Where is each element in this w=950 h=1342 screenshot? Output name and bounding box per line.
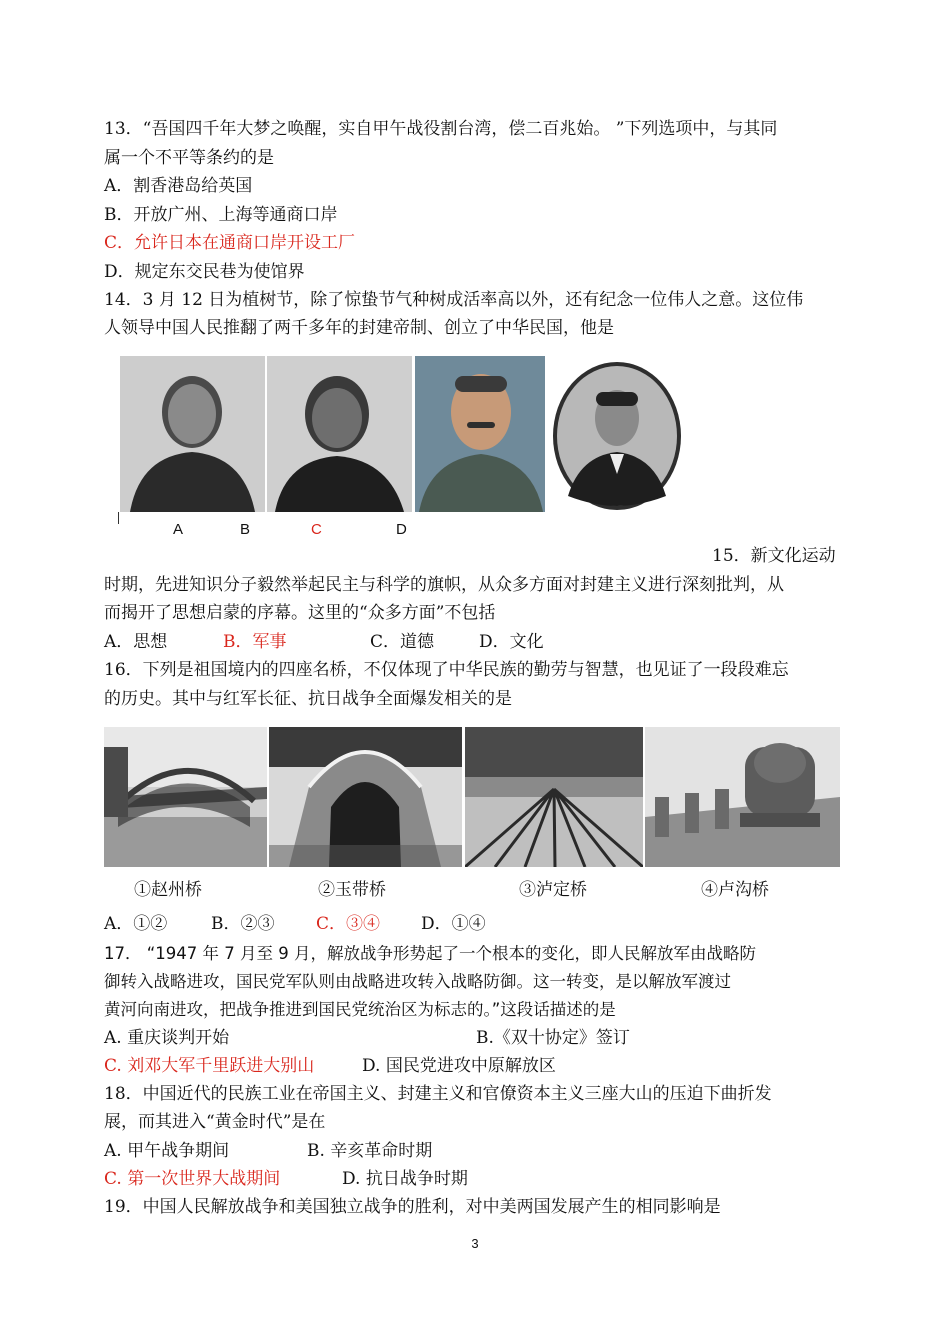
page-number: 3 — [471, 1236, 479, 1251]
q18-stem-line2: 展，而其进入“黄金时代”是在 — [104, 1112, 326, 1132]
q13-option-c-answer: C．允许日本在通商口岸开设工厂 — [104, 233, 356, 253]
photo-corner-mark — [118, 512, 119, 524]
q15-option-a: A．思想 — [104, 632, 168, 652]
q15-stem-line1: 15．新文化运动 — [712, 546, 836, 566]
q15-option-d: D．文化 — [479, 632, 544, 652]
lugou-bridge-image — [645, 727, 840, 867]
bridge-caption-3: ③泸定桥 — [519, 880, 587, 900]
q15-stem-line3: 而揭开了思想启蒙的序幕。这里的“众多方面”不包括 — [104, 603, 496, 623]
q18-option-a: A. 甲午战争期间 — [104, 1141, 230, 1161]
q16-stem-line1: 16．下列是祖国境内的四座名桥，不仅体现了中华民族的勤劳与智慧，也见证了一段段难忘 — [104, 660, 789, 680]
q13-stem-line1: 13．“吾国四千年大梦之唤醒，实自甲午战役割台湾，偿二百兆始。 ”下列选项中，与其同 — [104, 119, 778, 139]
portrait-a-image — [120, 356, 265, 512]
q18-option-c-answer: C. 第一次世界大战期间 — [104, 1169, 281, 1189]
luding-bridge-image — [465, 727, 643, 867]
bridge-caption-1: ①赵州桥 — [134, 880, 202, 900]
portrait-label-b: B — [240, 521, 251, 538]
yudai-bridge-image — [269, 727, 462, 867]
q16-stem-line2: 的历史。其中与红军长征、抗日战争全面爆发相关的是 — [104, 689, 512, 709]
q18-option-d: D. 抗日战争时期 — [342, 1169, 468, 1189]
q17-option-d: D. 国民党进攻中原解放区 — [362, 1056, 556, 1076]
q15-option-b-answer: B．军事 — [223, 632, 287, 652]
q13-option-a: A．割香港岛给英国 — [104, 176, 253, 196]
q15-stem-line2: 时期，先进知识分子毅然举起民主与科学的旗帜，从众多方面对封建主义进行深刻批判，从 — [104, 575, 784, 595]
q16-option-a: A．①② — [104, 914, 168, 934]
portrait-label-d: D — [396, 521, 407, 538]
q18-option-b: B. 辛亥革命时期 — [307, 1141, 433, 1161]
q13-option-d: D．规定东交民巷为使馆界 — [104, 262, 305, 282]
q17-stem-line1: 17． “1947 年 7 月至 9 月，解放战争形势起了一个根本的变化，即人民解放军由战略防 — [104, 944, 756, 963]
portrait-d-image — [550, 356, 685, 512]
q13-stem-line2: 属一个不平等条约的是 — [104, 148, 274, 168]
q17-stem-line2: 御转入战略进攻，国民党军队则由战略进攻转入战略防御。这一转变，是以解放军渡过 — [104, 972, 731, 991]
portrait-label-c-answer: C — [311, 521, 322, 538]
portrait-c-image — [415, 356, 545, 512]
portrait-b-image — [267, 356, 412, 512]
q15-option-c: C．道德 — [370, 632, 435, 652]
q16-option-b: B．②③ — [211, 914, 275, 934]
q17-stem-line3: 黄河向南进攻，把战争推进到国民党统治区为标志的。”这段话描述的是 — [104, 1000, 616, 1019]
bridge-caption-4: ④卢沟桥 — [701, 880, 769, 900]
portrait-label-a: A — [173, 521, 184, 538]
q17-option-c-answer: C. 刘邓大军千里跃进大别山 — [104, 1056, 315, 1076]
q18-stem-line1: 18．中国近代的民族工业在帝国主义、封建主义和官僚资本主义三座大山的压迫下曲折发 — [104, 1084, 772, 1104]
q19-stem-line1: 19．中国人民解放战争和美国独立战争的胜利，对中美两国发展产生的相同影响是 — [104, 1197, 721, 1217]
bridge-caption-2: ②玉带桥 — [318, 880, 386, 900]
q16-option-c-answer: C．③④ — [316, 914, 381, 934]
q17-option-b: B.《双十协定》签订 — [476, 1028, 630, 1048]
q13-option-b: B．开放广州、上海等通商口岸 — [104, 205, 338, 225]
q16-option-d: D．①④ — [421, 914, 486, 934]
q14-stem-line1: 14．3 月 12 日为植树节，除了惊蛰节气种树成活率高以外，还有纪念一位伟人之意。这位伟 — [104, 290, 804, 310]
q17-option-a: A. 重庆谈判开始 — [104, 1028, 230, 1048]
zhaozhou-bridge-image — [104, 727, 267, 867]
q14-stem-line2: 人领导中国人民推翻了两千多年的封建帝制、创立了中华民国，他是 — [104, 318, 614, 338]
